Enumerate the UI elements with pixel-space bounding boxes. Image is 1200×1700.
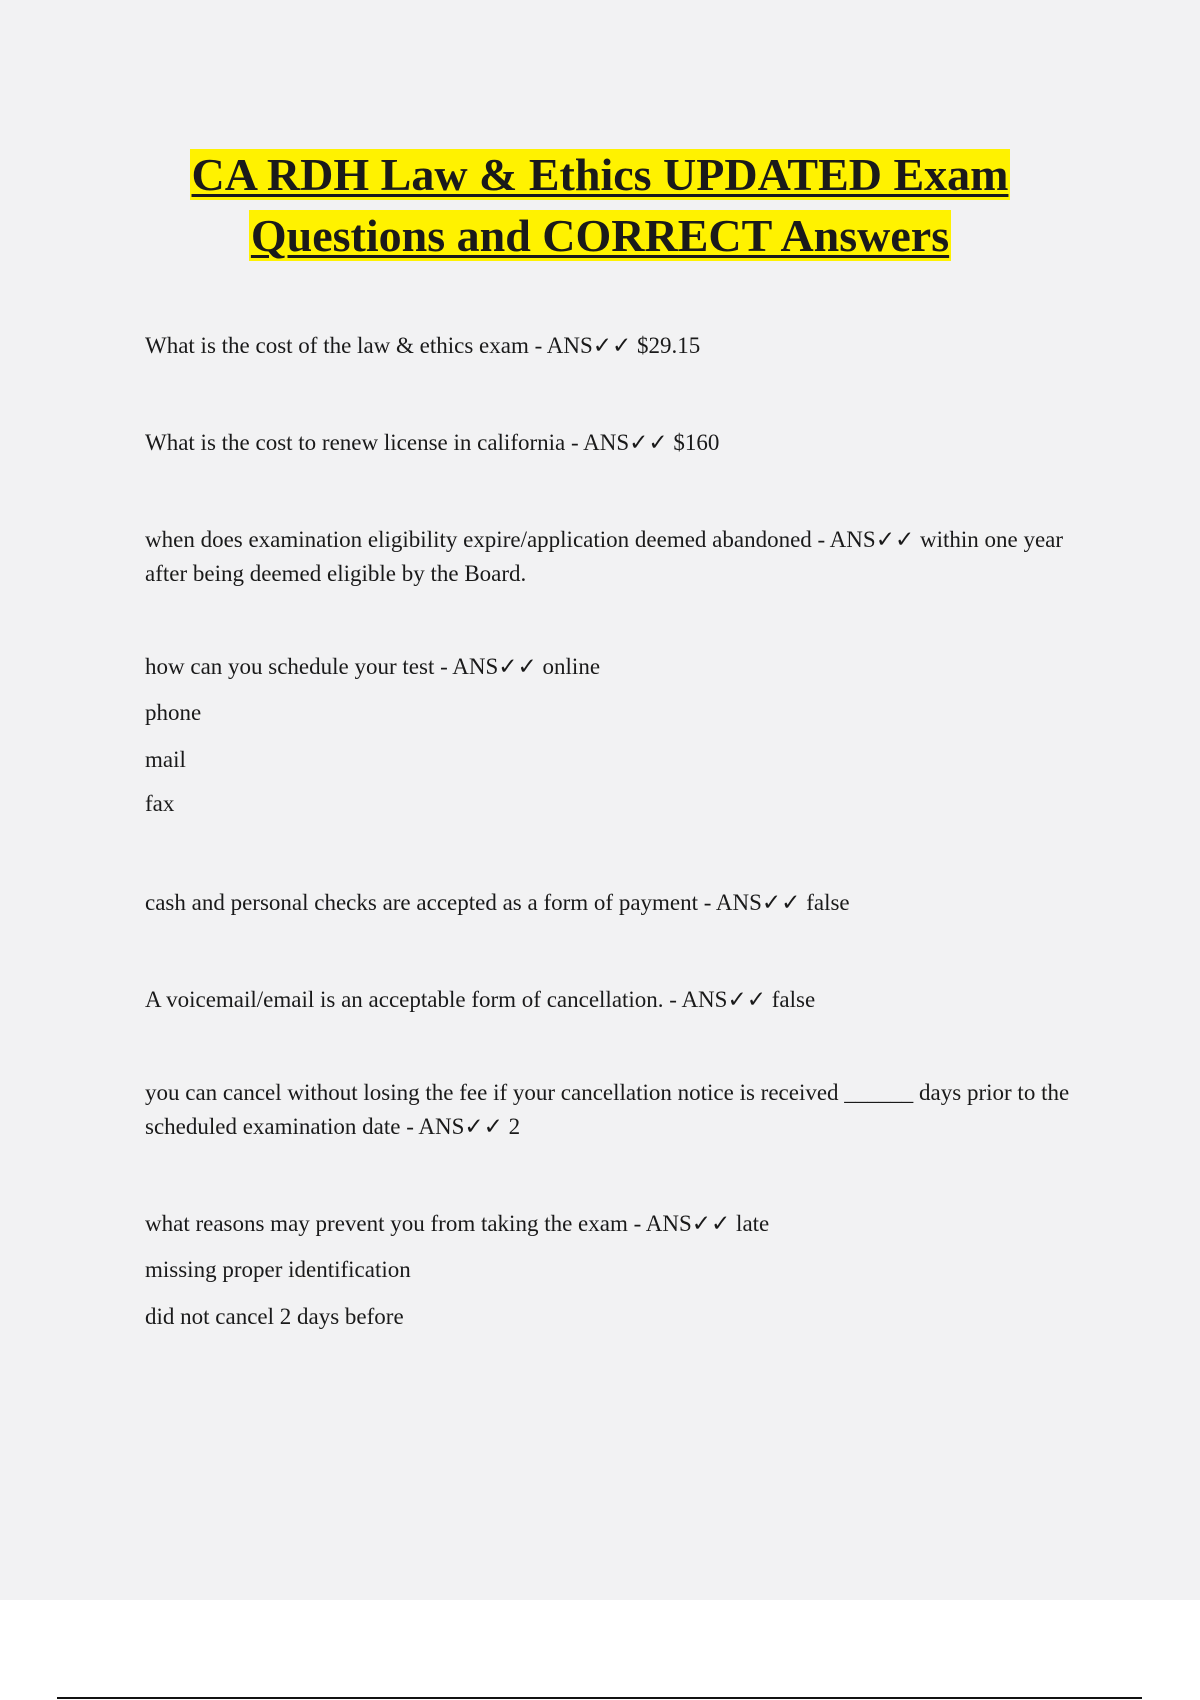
title-line-1: CA RDH Law & Ethics UPDATED Exam — [191, 149, 1009, 200]
qa-item-8-answer-line: missing proper identification — [145, 1257, 411, 1282]
footer-divider — [57, 1697, 1142, 1699]
qa-item-4-question: how can you schedule your test - ANS✓✓ online — [145, 654, 601, 679]
qa-item-1: What is the cost of the law & ethics exam - ANS✓✓ $29.15 — [145, 333, 701, 358]
qa-item-8 — [145, 1207, 1090, 1334]
qa-item-3: when does examination eligibility expire/application deemed abandoned - ANS✓✓ within one year after being deemed eligible by the Board. — [145, 527, 1064, 586]
qa-item-4-answer-line: fax — [145, 791, 175, 816]
qa-item-8-question: what reasons may prevent you from taking the exam - ANS✓✓ late — [145, 1211, 770, 1236]
qa-item-4 — [145, 650, 1090, 821]
qa-item-4-answer-line: phone — [145, 700, 202, 725]
qa-item-6: A voicemail/email is an acceptable form of cancellation. - ANS✓✓ false — [145, 987, 816, 1012]
qa-item-8-answer-line: did not cancel 2 days before — [145, 1304, 404, 1329]
document-title — [0, 144, 1200, 266]
qa-item-2: What is the cost to renew license in california - ANS✓✓ $160 — [145, 430, 720, 455]
qa-item-5: cash and personal checks are accepted as a form of payment - ANS✓✓ false — [145, 890, 850, 915]
qa-item-7: you can cancel without losing the fee if your cancellation notice is received ______ days prior to the scheduled examination date - ANS✓✓ 2 — [145, 1080, 1070, 1139]
title-line-2: Questions and CORRECT Answers — [250, 210, 950, 261]
qa-item-4-answer-line: mail — [145, 747, 186, 772]
